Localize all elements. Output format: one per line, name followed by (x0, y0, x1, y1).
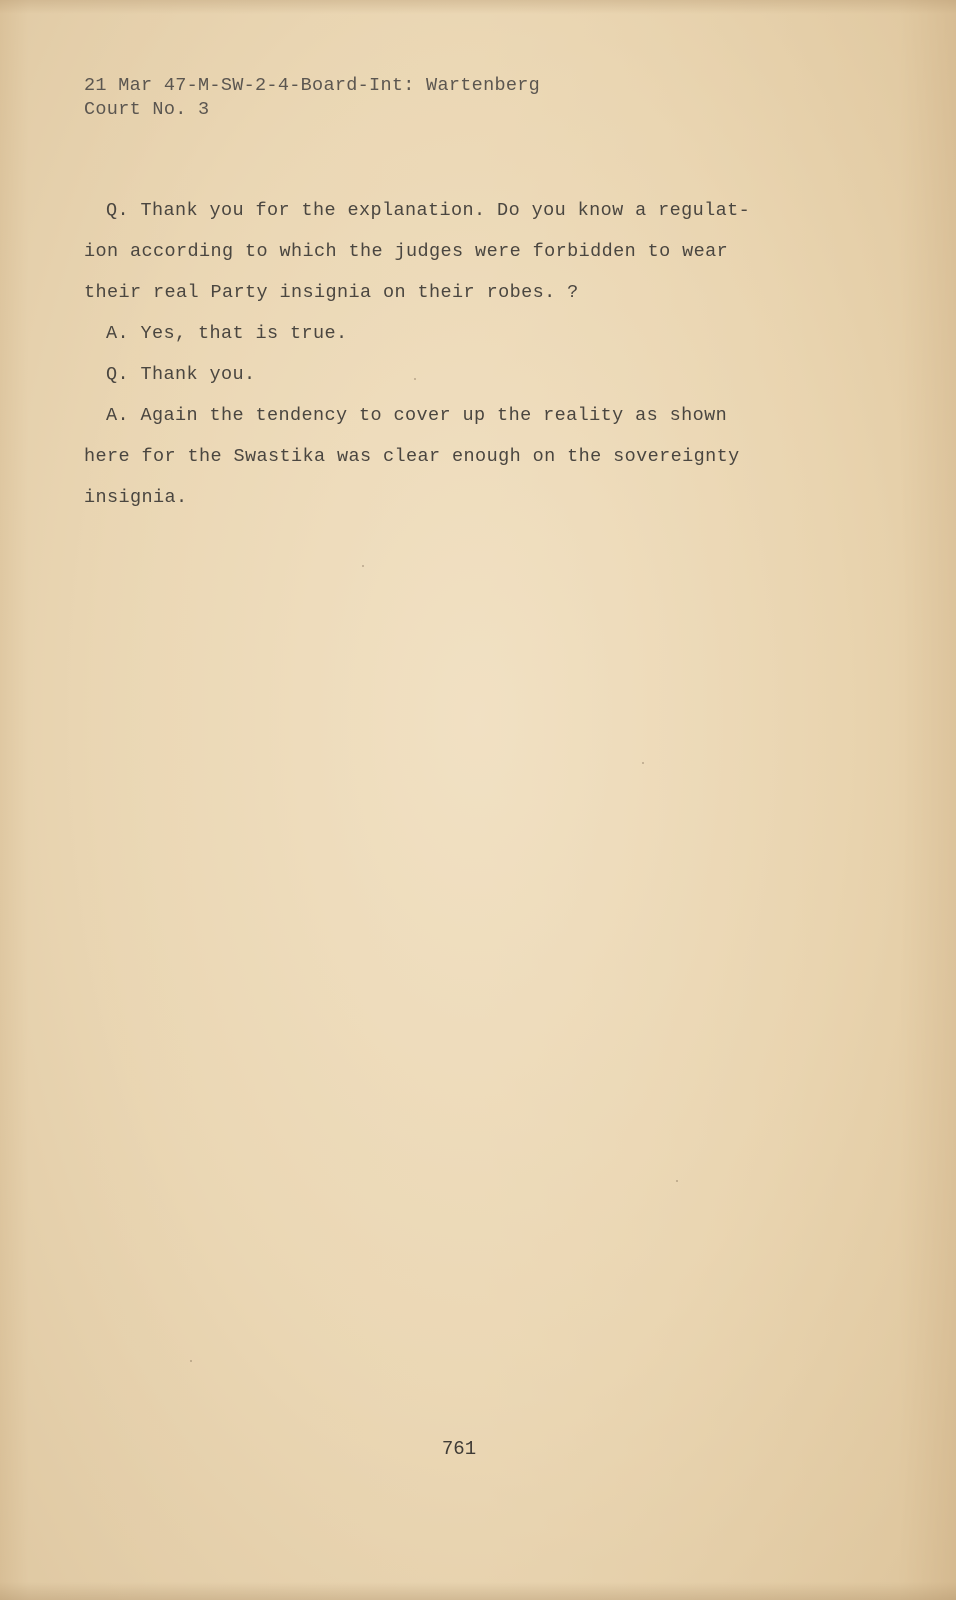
document-header (84, 74, 540, 122)
transcript-line: their real Party insignia on their robes. ? (84, 282, 579, 303)
transcript-body (84, 190, 804, 518)
page-number: 761 (441, 1438, 477, 1460)
transcript-line: here for the Swastika was clear enough on the sovereignty (84, 446, 740, 467)
paper-speck (676, 1180, 678, 1182)
transcript-line: A. Yes, that is true. (106, 323, 348, 344)
transcript-line: ion according to which the judges were forbidden to wear (84, 241, 729, 262)
header-court-number: Court No. 3 (84, 99, 210, 120)
paper-speck (414, 378, 416, 380)
paper-speck (190, 1360, 192, 1362)
paper-speck (362, 565, 364, 567)
paper-speck (642, 762, 644, 764)
transcript-line: Q. Thank you for the explanation. Do you know a regulat- (106, 200, 751, 221)
header-date-reference: 21 Mar 47-M-SW-2-4-Board-Int: Wartenberg (84, 75, 541, 96)
transcript-line: A. Again the tendency to cover up the reality as shown (106, 405, 728, 426)
transcript-line: insignia. (84, 487, 188, 508)
transcript-line: Q. Thank you. (106, 364, 256, 385)
